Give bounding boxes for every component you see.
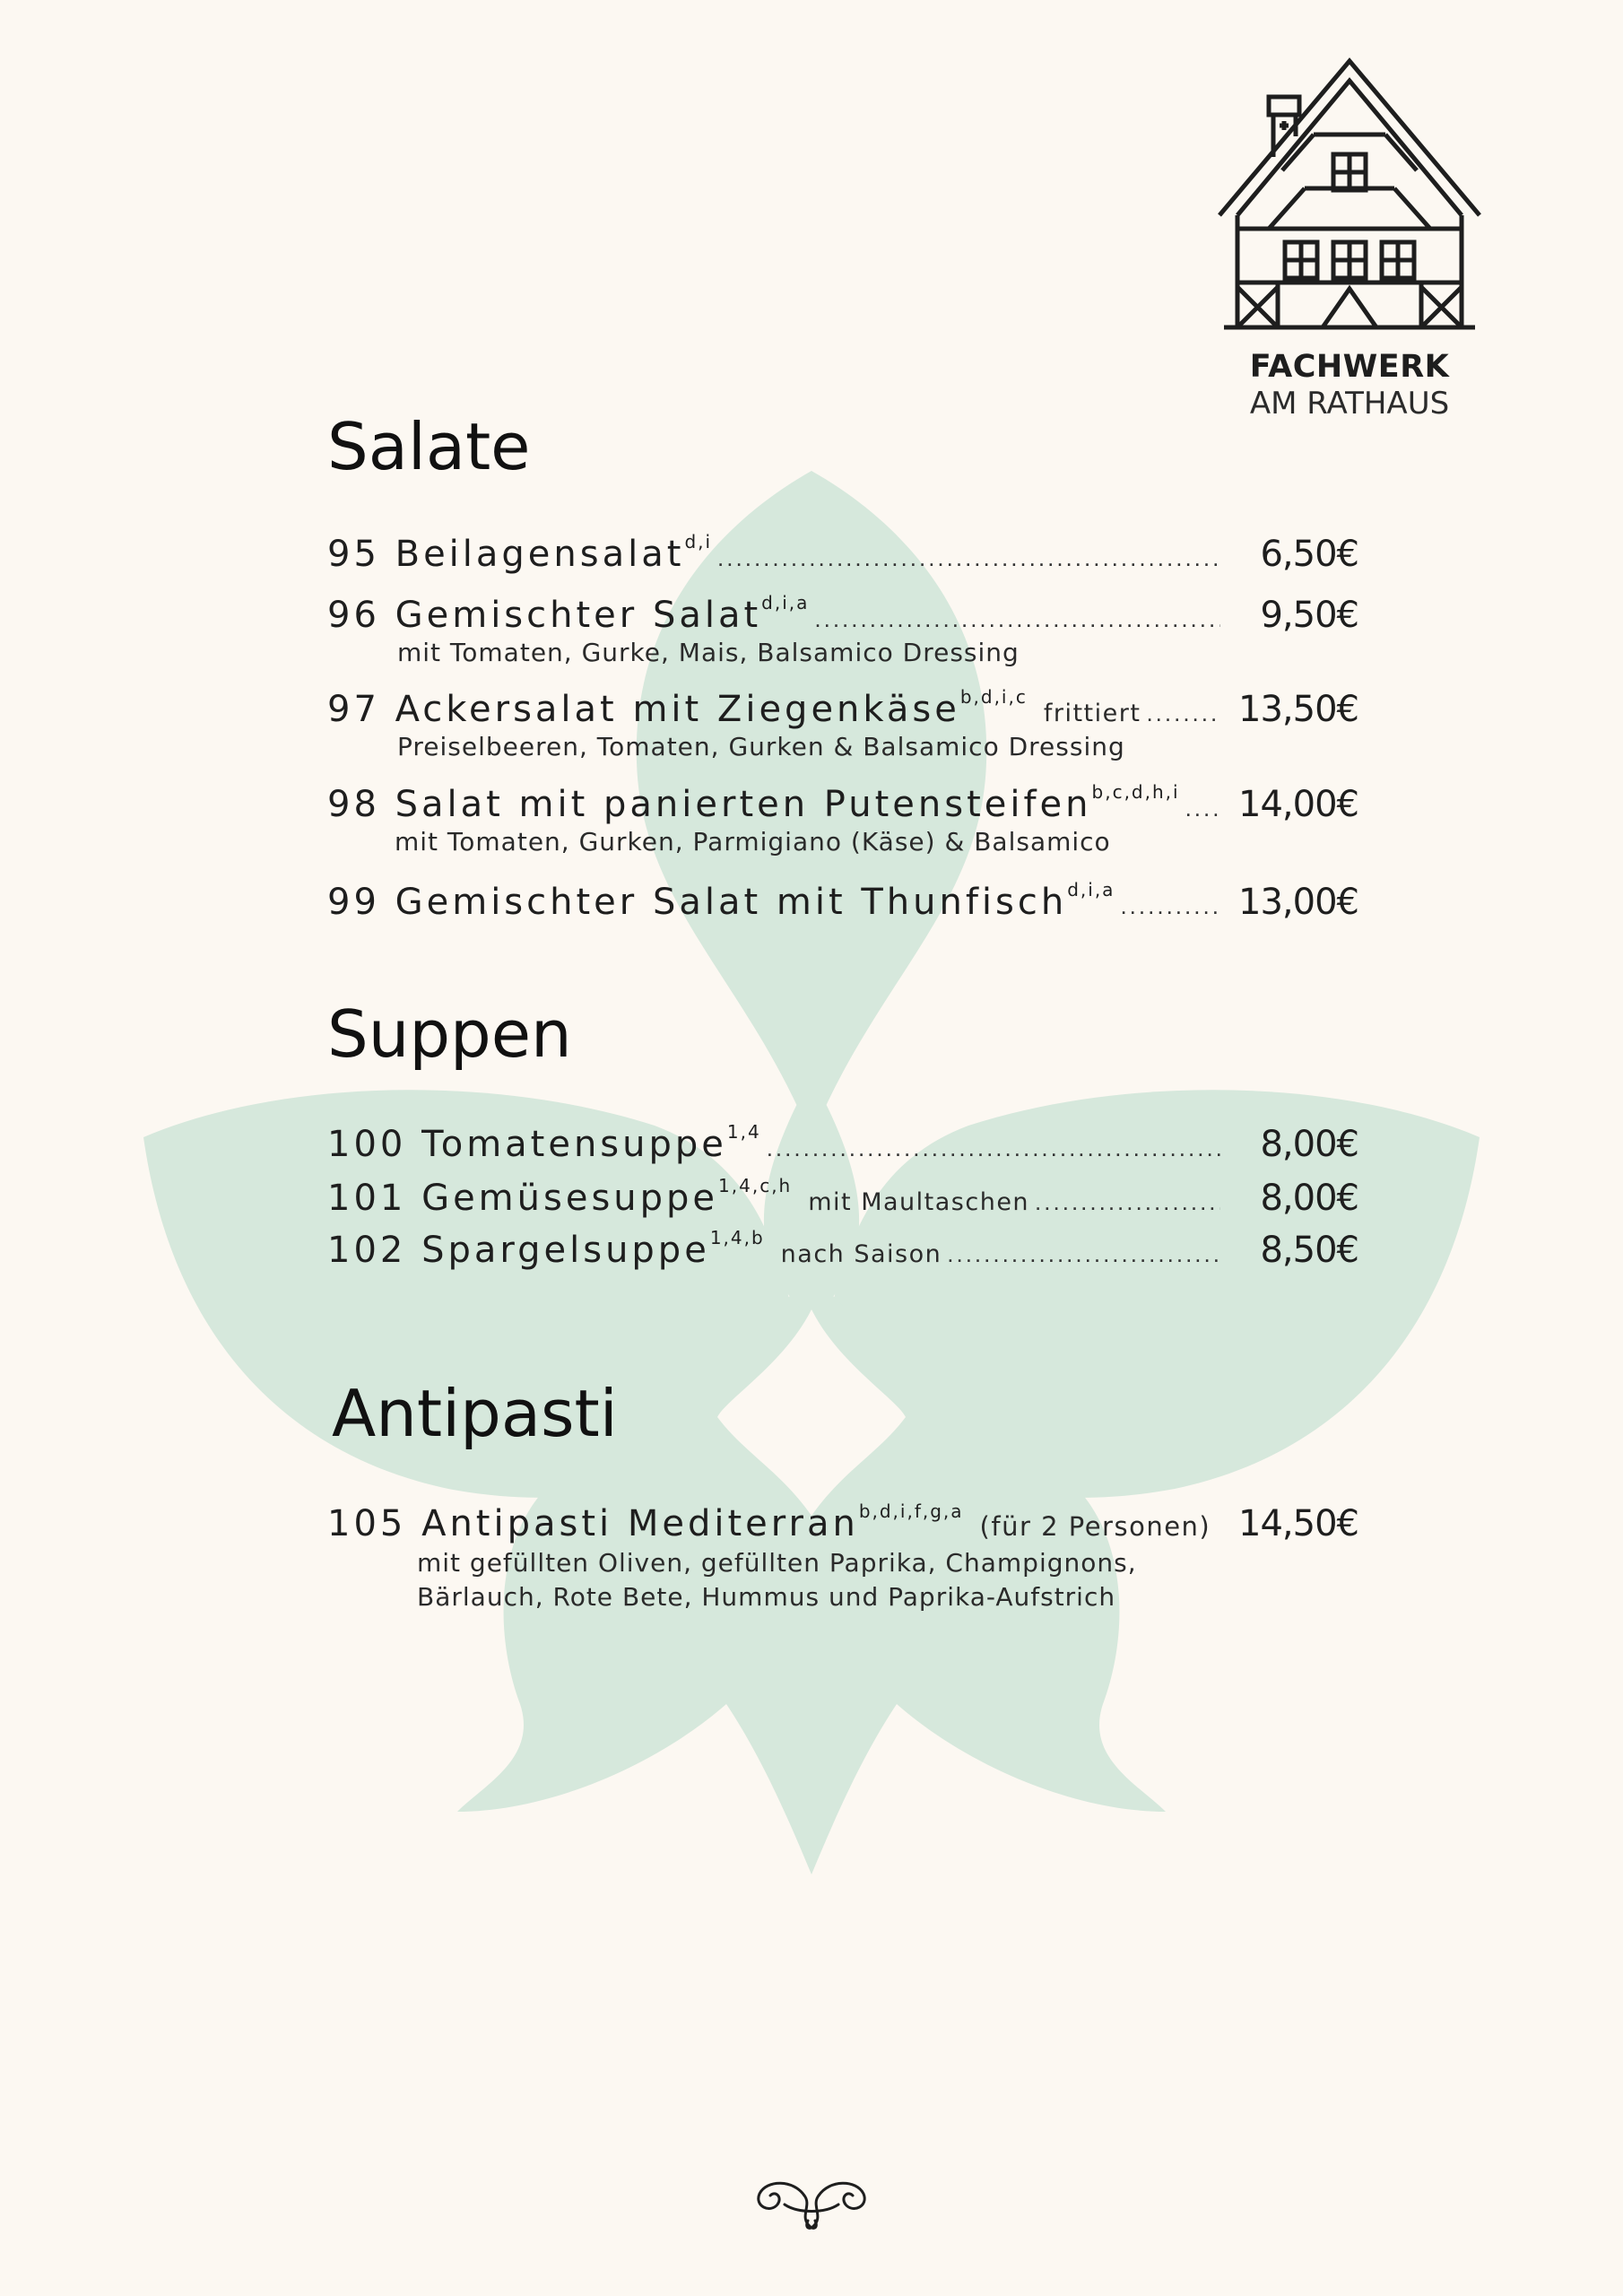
dot-leader (1185, 795, 1220, 822)
item-note: mit Maultaschen (808, 1188, 1030, 1216)
item-allergens: d,i,a (1067, 879, 1115, 900)
menu-item (327, 686, 1358, 764)
item-description: mit gefüllten Oliven, gefüllten Paprika, Champignons, (417, 1548, 1137, 1578)
item-description: Bärlauch, Rote Bete, Hummus und Paprika-Aufstrich (417, 1582, 1116, 1612)
dot-leader (1035, 1188, 1220, 1216)
item-description: mit Tomaten, Gurke, Mais, Balsamico Dressing (397, 638, 1020, 667)
logo-subtitle: AM RATHAUS (1249, 386, 1450, 422)
menu-item (327, 592, 1358, 670)
item-allergens: 1,4,c,h (718, 1175, 793, 1196)
restaurant-logo (1202, 54, 1497, 422)
item-price: 6,50€ (1260, 534, 1358, 575)
item-allergens: 1,4 (726, 1121, 761, 1143)
item-allergens: b,c,d,h,i (1091, 781, 1180, 803)
item-allergens: d,i,a (761, 592, 810, 613)
item-price: 8,50€ (1260, 1230, 1358, 1271)
dot-leader (767, 1135, 1220, 1162)
item-description: mit Tomaten, Gurken, Parmigiano (Käse) & Balsamico (395, 827, 1111, 857)
item-price: 8,00€ (1260, 1178, 1358, 1219)
section-title-antipasti: Antipasti (332, 1376, 618, 1451)
item-allergens: d,i (684, 531, 713, 552)
menu-item (327, 1227, 1358, 1271)
menu-item (327, 1500, 1358, 1614)
item-note: nach Saison (780, 1240, 942, 1268)
item-name: 100 Tomatensuppe$^{1,4}$ (327, 1121, 761, 1165)
item-price: 14,50€ (1238, 1503, 1358, 1544)
item-price: 9,50€ (1260, 595, 1358, 636)
item-name: 95 Beilagensalat$^{d,i}$ (327, 531, 713, 575)
half-timbered-house-icon (1215, 54, 1484, 341)
dot-leader (947, 1240, 1220, 1268)
dot-leader (1146, 700, 1220, 727)
item-name: 99 Gemischter Salat mit Thunfisch$^{d,i,a}$ (327, 879, 1115, 923)
item-price: 14,00€ (1238, 784, 1358, 825)
item-price: 13,50€ (1238, 689, 1358, 730)
item-allergens: 1,4,b (709, 1227, 765, 1248)
item-name: 96 Gemischter Salat$^{d,i,a}$ (327, 592, 810, 636)
item-name: 97 Ackersalat mit Ziegenkäse$^{b,d,i,c}$ (327, 686, 1028, 730)
item-allergens: b,d,i,c (959, 686, 1028, 708)
dot-leader (1120, 892, 1220, 920)
menu-item (327, 1175, 1358, 1219)
item-price: 8,00€ (1260, 1124, 1358, 1165)
item-description: Preiselbeeren, Tomaten, Gurken & Balsamico Dressing (397, 732, 1125, 761)
dot-leader (814, 605, 1220, 633)
item-name: 102 Spargelsuppe$^{1,4,b}$ (327, 1227, 765, 1271)
menu-item (327, 1121, 1358, 1165)
section-title-suppen: Suppen (327, 996, 572, 1072)
logo-name: FACHWERK (1249, 349, 1450, 385)
item-price: 13,00€ (1238, 882, 1358, 923)
item-name: 101 Gemüsesuppe$^{1,4,c,h}$ (327, 1175, 793, 1219)
flourish-ornament-icon (749, 2169, 874, 2240)
item-allergens: b,d,i,f,g,a (858, 1500, 964, 1522)
item-note: frittiert (1043, 700, 1141, 727)
menu-item (327, 879, 1358, 923)
menu-item (327, 781, 1358, 859)
dot-leader (717, 544, 1220, 572)
item-name: 105 Antipasti Mediterran$^{b,d,i,f,g,a}$ (327, 1500, 964, 1544)
item-note: (für 2 Personen) (979, 1511, 1211, 1542)
menu-item (327, 531, 1358, 575)
item-name: 98 Salat mit panierten Putensteifen$^{b,c,d,h,i}$ (327, 781, 1180, 825)
section-title-salate: Salate (327, 409, 531, 484)
